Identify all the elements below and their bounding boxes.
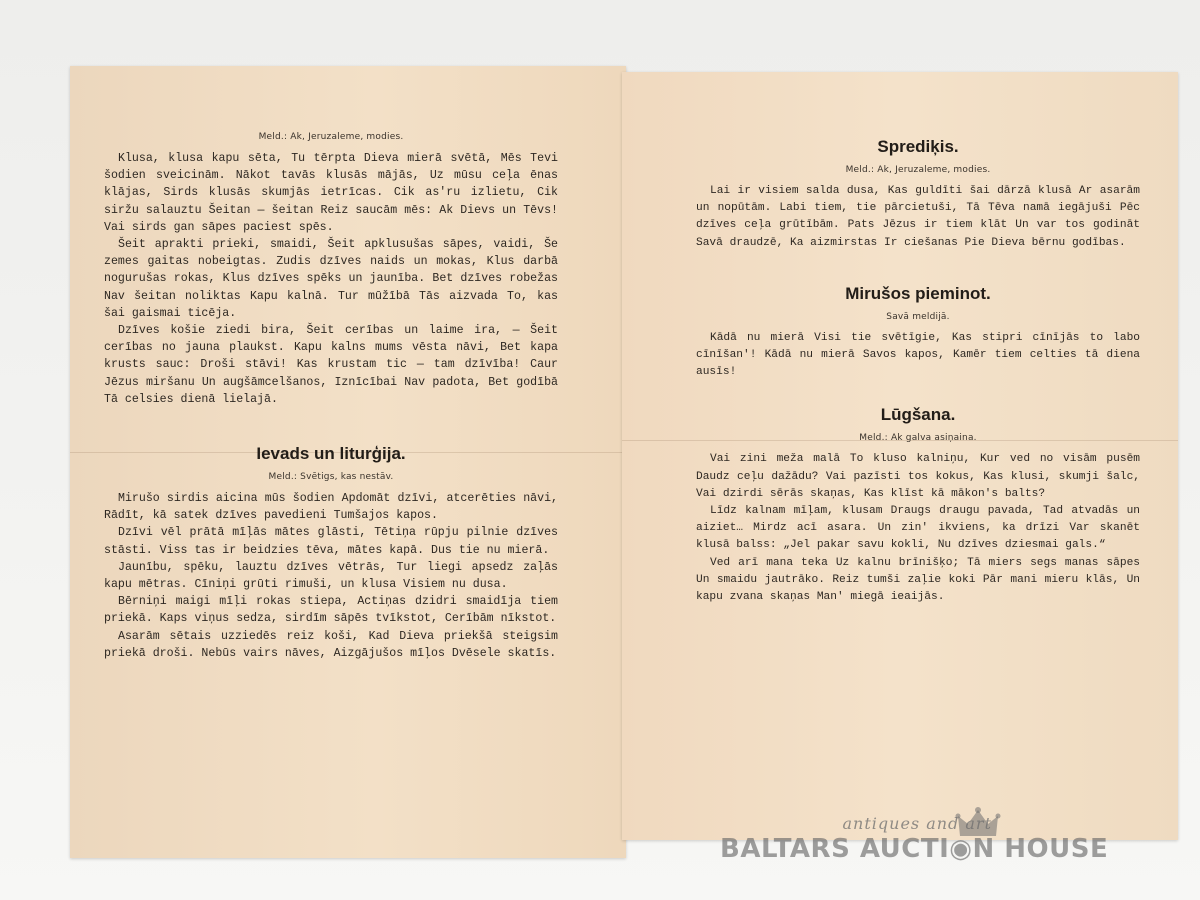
watermark-tagline: antiques and art xyxy=(842,814,992,833)
verse-paragraph: Klusa, klusa kapu sēta, Tu tērpta Dieva mierā svētā, Mēs Tevi šodien sveicinām. Nākot tavās klusās mājās, Uz mūsu ceļa ēnas klājas, Sirds klusās skumjās ietrīcas. Cik as'ru izlietu, Cik siržu salauztu Šeitan — šeitan Reiz saucām mēs: Ak Dievs un Tēvs! Vai sirds gan sāpes paciest spēs. xyxy=(104,152,558,234)
verse-paragraph: Līdz kalnam mīļam, klusam Draugs draugu pavada, Tad atvadās un aiziet… Mirdz acī asara. Un zin' ikviens, ka drīzi Var skanēt klusā balss: „Jel pakar savu kokli, Nu dzīves dziesmai gals.“ xyxy=(696,505,1140,552)
watermark xyxy=(720,806,1120,876)
verse-paragraph: Ved arī mana teka Uz kalnu brīnišķo; Tā miers segs manas sāpes Un smaidu jautrāko. Reiz tumši zaļie koki Pār mani mieru klās, Un kapu zvana skaņas Man' miegā ieaijās. xyxy=(696,556,1140,604)
section-title-sprediķis: Sprediķis. xyxy=(877,137,959,156)
section-title-mirusos: Mirušos pieminot. xyxy=(845,283,991,303)
verse-paragraph: Dzīves košie ziedi bira, Šeit cerības un laime ira, — Šeit cerības no jauna plaukst. Kapu kalns mums vēsta nāvi, Bet kapa krusts sauc: Droši stāvi! Kas krustam tic — tam dzīvība! Caur Jēzus miršanu Un augšāmcelšanos, Iznīcībai Nav padota, Bet godībā Tā celsies dienā lielajā. xyxy=(104,324,558,406)
watermark-brand: BALTARS AUCTI◉N HOUSE xyxy=(720,834,1109,864)
melody-note: Meld.: Ak, Jeruzaleme, modies. xyxy=(258,132,404,142)
verse-paragraph: Kādā nu mierā Visi tie svētīgie, Kas stipri cīnījās to labo cīnīšan'! Kādā nu mierā Savos kapos, Kamēr tiem celties tā diena ausīs! xyxy=(696,331,1140,379)
verse-paragraph: Šeit aprakti prieki, smaidi, Šeit apklusušas sāpes, vaidi, Še zemes gaitas nobeigtas. Zudis dzīves naids un mokas, Klus darbā nogurušas rokas, Klus dzīves spēks un jaunība. Bet dzīves robežas Nav šeitan noliktas Kapu kalnā. Tur mūžībā Tās aizvada To, kas šai gaismai ticēja. xyxy=(104,238,558,320)
verse-paragraph: Lai ir visiem salda dusa, Kas guldīti šai dārzā klusā Ar asarām un nopūtām. Labi tiem, tie pārcietuši, Tā Tēva namā iegājuši Pēc dzīves ceļa grūtībām. Pats Jēzus ir tiem klāt Un var tos godināt Savā draudzē, Ka aizmirstas Ir ciešanas Pie Dieva bērnu godības. xyxy=(696,185,1140,249)
verse-paragraph: Asarām sētais uzziedēs reiz koši, Kad Dieva priekšā steigsim priekā droši. Nebūs vairs nāves, Aizgājušos mīļos Dvēsele skatīs. xyxy=(104,629,558,660)
right-column xyxy=(696,137,1140,606)
verse-paragraph: Jaunību, spēku, lauztu dzīves vētrās, Tur liegi apsedz zaļās kapu mētras. Cīniņi grūti rimuši, un klusa Visiem nu dusa. xyxy=(104,560,558,592)
section-title-ievads: Ievads un liturģija. xyxy=(256,444,406,464)
melody-note: Savā meldijā. xyxy=(886,311,950,322)
melody-note: Meld.: Svētigs, kas nestāv. xyxy=(268,472,394,483)
verse-paragraph: Mirušo sirdis aicina mūs šodien Apdomāt dzīvi, atcerēties nāvi, Rādīt, kā satek dzīves pavedieni Tumšajos kapos. xyxy=(104,492,558,523)
verse-paragraph: Vai zini meža malā To kluso kalniņu, Kur ved no visām pusēm Daudz ceļu dažādu? Vai pazīsti tos kokus, Kas klusi, skumji šalc, Vai dzirdi sērās skaņas, Kas klīst kā mākon's balts? xyxy=(696,453,1140,500)
left-column xyxy=(104,132,558,662)
verse-paragraph: Bērniņi maigi mīļi rokas stiepa, Actiņas dzidri smaidīja tiem priekā. Kaps viņus sedza, sirdīm sāpēs tvīkstot, Cerībām nīkstot. xyxy=(104,595,558,626)
melody-note: Meld.: Ak galva asiņaina. xyxy=(859,433,977,444)
melody-note: Meld.: Ak, Jeruzaleme, modies. xyxy=(845,165,991,175)
section-title-lugsana: Lūgšana. xyxy=(880,405,956,425)
verse-paragraph: Dzīvi vēl prātā mīļās mātes glāsti, Tētiņa rūpju pilnie dzīves stāsti. Viss tas ir beidzies tēva, mātes kapā. Dus tie nu mierā. xyxy=(104,526,558,557)
